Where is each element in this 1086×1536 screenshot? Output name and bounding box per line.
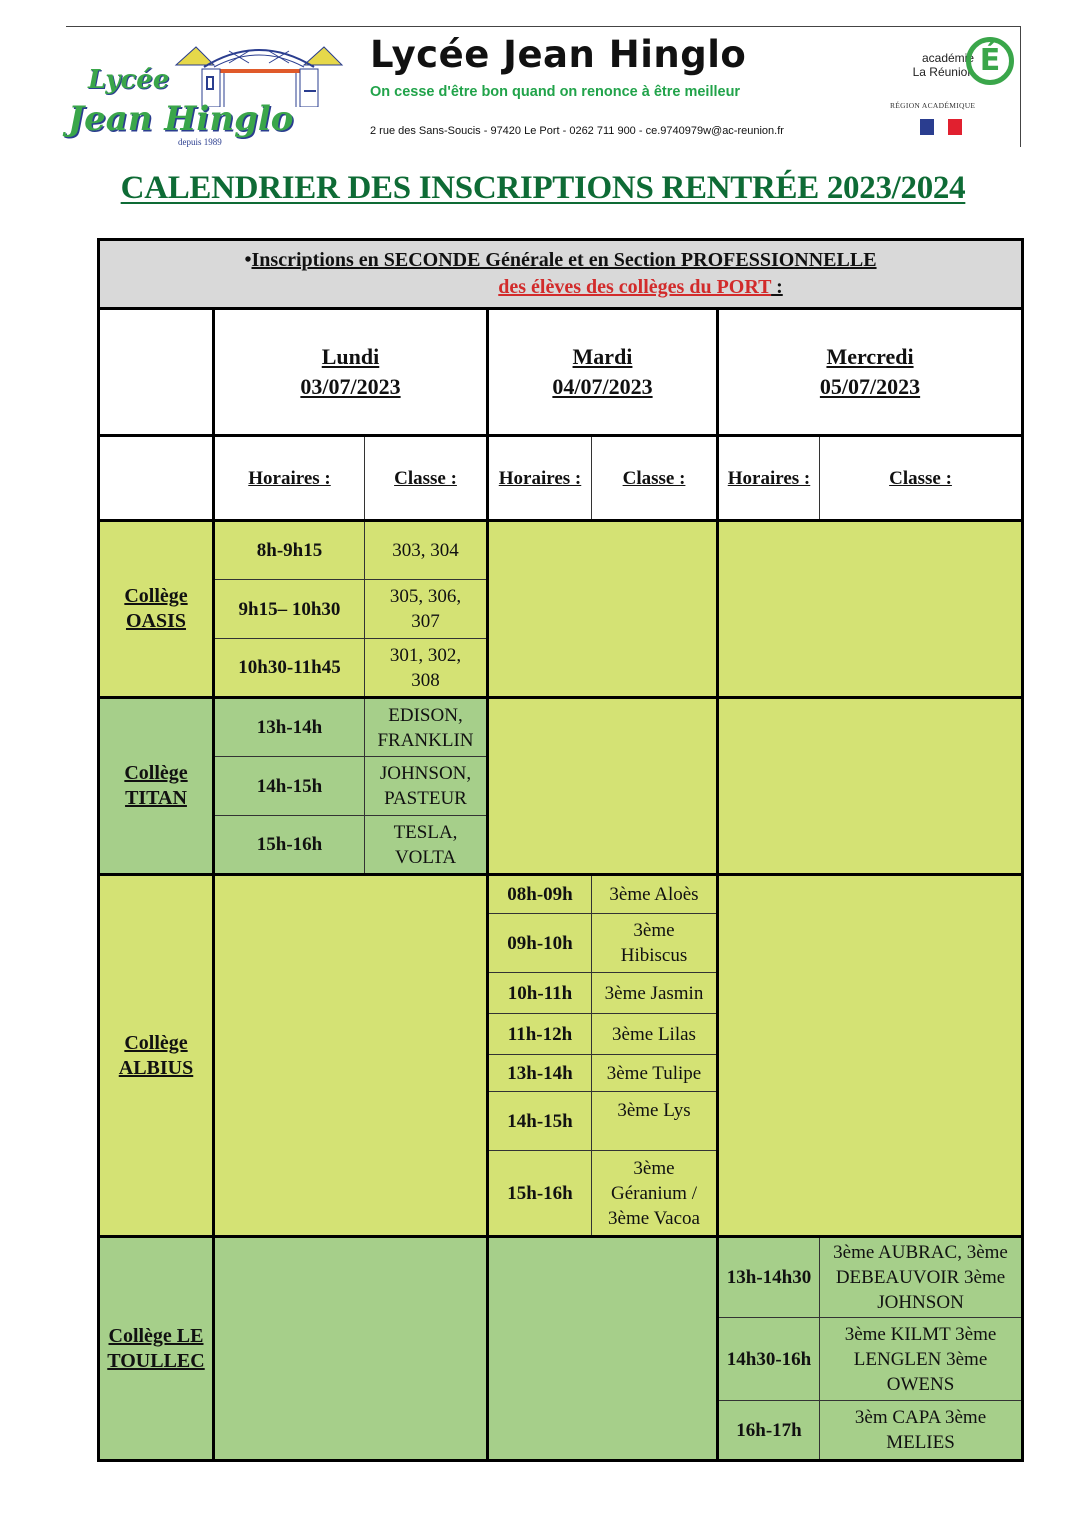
academy-line2: La Réunion — [912, 65, 974, 79]
letterhead — [66, 26, 1021, 147]
slot-classes: 303, 304 — [365, 521, 488, 580]
college-titan — [99, 698, 214, 875]
logo-text-lycee: Lycée — [88, 65, 170, 95]
slot-classes: EDISON, FRANKLIN — [365, 698, 488, 757]
banner-cell — [99, 240, 1023, 309]
empty-cell — [488, 521, 718, 698]
slot-time: 10h-11h — [488, 973, 592, 1014]
registration-calendar-table — [97, 238, 1024, 1462]
college-le-toullec — [99, 1237, 214, 1461]
academy-line1: académie — [921, 51, 974, 65]
day-name: Mardi — [572, 344, 633, 369]
slot-classes: JOHNSON, PASTEUR — [365, 757, 488, 816]
slot-classes: 3ème Aloès — [592, 875, 718, 914]
banner-line2-suffix: : — [771, 276, 783, 298]
slot-classes: 3ème Lys — [592, 1092, 718, 1151]
empty-cell — [718, 698, 1023, 875]
college-name: TITAN — [125, 787, 187, 809]
slot-time: 15h-16h — [214, 816, 365, 875]
slot-classes: 3ème AUBRAC, 3ème DEBEAUVOIR 3ème JOHNSON — [820, 1237, 1023, 1318]
label-horaires: Horaires : — [488, 436, 592, 521]
school-logo — [66, 31, 306, 147]
table-row — [99, 1237, 1023, 1318]
slot-time: 10h30-11h45 — [214, 639, 365, 698]
academy-name — [913, 51, 974, 79]
slot-time: 9h15– 10h30 — [214, 580, 365, 639]
day-header-mardi — [488, 309, 718, 436]
school-motto: On cesse d'être bon quand on renonce à être meilleur — [370, 84, 741, 100]
logo-since: depuis 1989 — [178, 137, 222, 147]
academy-logo — [890, 31, 1018, 143]
slot-time: 14h-15h — [214, 757, 365, 816]
slot-time: 13h-14h30 — [718, 1237, 820, 1318]
bullet: • — [244, 249, 252, 271]
school-name: Lycée Jean Hinglo — [370, 33, 747, 76]
slot-classes: 3ème Jasmin — [592, 973, 718, 1014]
days-row — [99, 309, 1023, 436]
day-name: Lundi — [321, 344, 380, 369]
college-label: Collège — [124, 762, 188, 784]
label-classe: Classe : — [365, 436, 488, 521]
banner-line1: Inscriptions en SECONDE Générale et en Section PROFESSIONNELLE — [251, 249, 877, 271]
college-name: TOULLEC — [107, 1349, 205, 1372]
slot-time: 14h30-16h — [718, 1318, 820, 1401]
empty-cell — [718, 875, 1023, 1237]
empty-corner-cell — [99, 309, 214, 436]
slot-classes: 3ème KILMT 3ème LENGLEN 3ème OWENS — [820, 1318, 1023, 1401]
slot-classes: 305, 306, 307 — [365, 580, 488, 639]
day-date: 03/07/2023 — [300, 374, 401, 399]
slot-classes: 3ème Tulipe — [592, 1055, 718, 1092]
college-label: Collège — [124, 585, 188, 607]
slot-time: 11h-12h — [488, 1014, 592, 1055]
slot-classes: 3ème Géranium / 3ème Vacoa — [592, 1151, 718, 1237]
banner-row — [99, 240, 1023, 309]
slot-classes: 3ème Hibiscus — [592, 914, 718, 973]
academy-e-icon: É — [966, 37, 1014, 85]
label-classe: Classe : — [820, 436, 1023, 521]
slot-time: 15h-16h — [488, 1151, 592, 1237]
day-name: Mercredi — [826, 344, 914, 369]
slot-time: 16h-17h — [718, 1401, 820, 1461]
college-oasis — [99, 521, 214, 698]
french-flag-icon — [920, 119, 962, 135]
slot-time: 14h-15h — [488, 1092, 592, 1151]
slot-time: 13h-14h — [214, 698, 365, 757]
label-horaires: Horaires : — [214, 436, 365, 521]
logo-text-name: Jean Hinglo — [68, 99, 294, 139]
column-labels-row — [99, 436, 1023, 521]
slot-classes: 3ème Lilas — [592, 1014, 718, 1055]
table-row — [99, 875, 1023, 914]
empty-label-cell — [99, 436, 214, 521]
label-classe: Classe : — [592, 436, 718, 521]
empty-cell — [718, 521, 1023, 698]
slot-time: 13h-14h — [488, 1055, 592, 1092]
empty-cell — [214, 1237, 488, 1461]
label-horaires: Horaires : — [718, 436, 820, 521]
college-name: ALBIUS — [118, 1056, 194, 1079]
slot-time: 08h-09h — [488, 875, 592, 914]
school-address: 2 rue des Sans-Soucis - 97420 Le Port - 0262 711 900 - ce.9740979w@ac-reunion.fr — [370, 125, 784, 137]
banner-line2: des élèves des collèges du PORT — [498, 276, 772, 298]
empty-cell — [488, 698, 718, 875]
day-header-mercredi — [718, 309, 1023, 436]
slot-classes: TESLA, VOLTA — [365, 816, 488, 875]
page-title: CALENDRIER DES INSCRIPTIONS RENTRÉE 2023/2024 — [120, 170, 966, 206]
slot-classes: 3èm CAPA 3ème MELIES — [820, 1401, 1023, 1461]
academy-region: RÉGION ACADÉMIQUE — [890, 101, 976, 110]
slot-classes: 301, 302, 308 — [365, 639, 488, 698]
college-label: Collège LE — [108, 1324, 204, 1347]
college-name: OASIS — [125, 610, 187, 632]
slot-time: 09h-10h — [488, 914, 592, 973]
table-row — [99, 698, 1023, 757]
day-header-lundi — [214, 309, 488, 436]
building-illustration-icon — [174, 37, 344, 107]
table-row — [99, 521, 1023, 580]
college-label: Collège — [124, 1031, 188, 1054]
slot-time: 8h-9h15 — [214, 521, 365, 580]
college-albius — [99, 875, 214, 1237]
day-date: 05/07/2023 — [819, 374, 921, 399]
empty-cell — [214, 875, 488, 1237]
day-date: 04/07/2023 — [552, 374, 653, 399]
empty-cell — [488, 1237, 718, 1461]
